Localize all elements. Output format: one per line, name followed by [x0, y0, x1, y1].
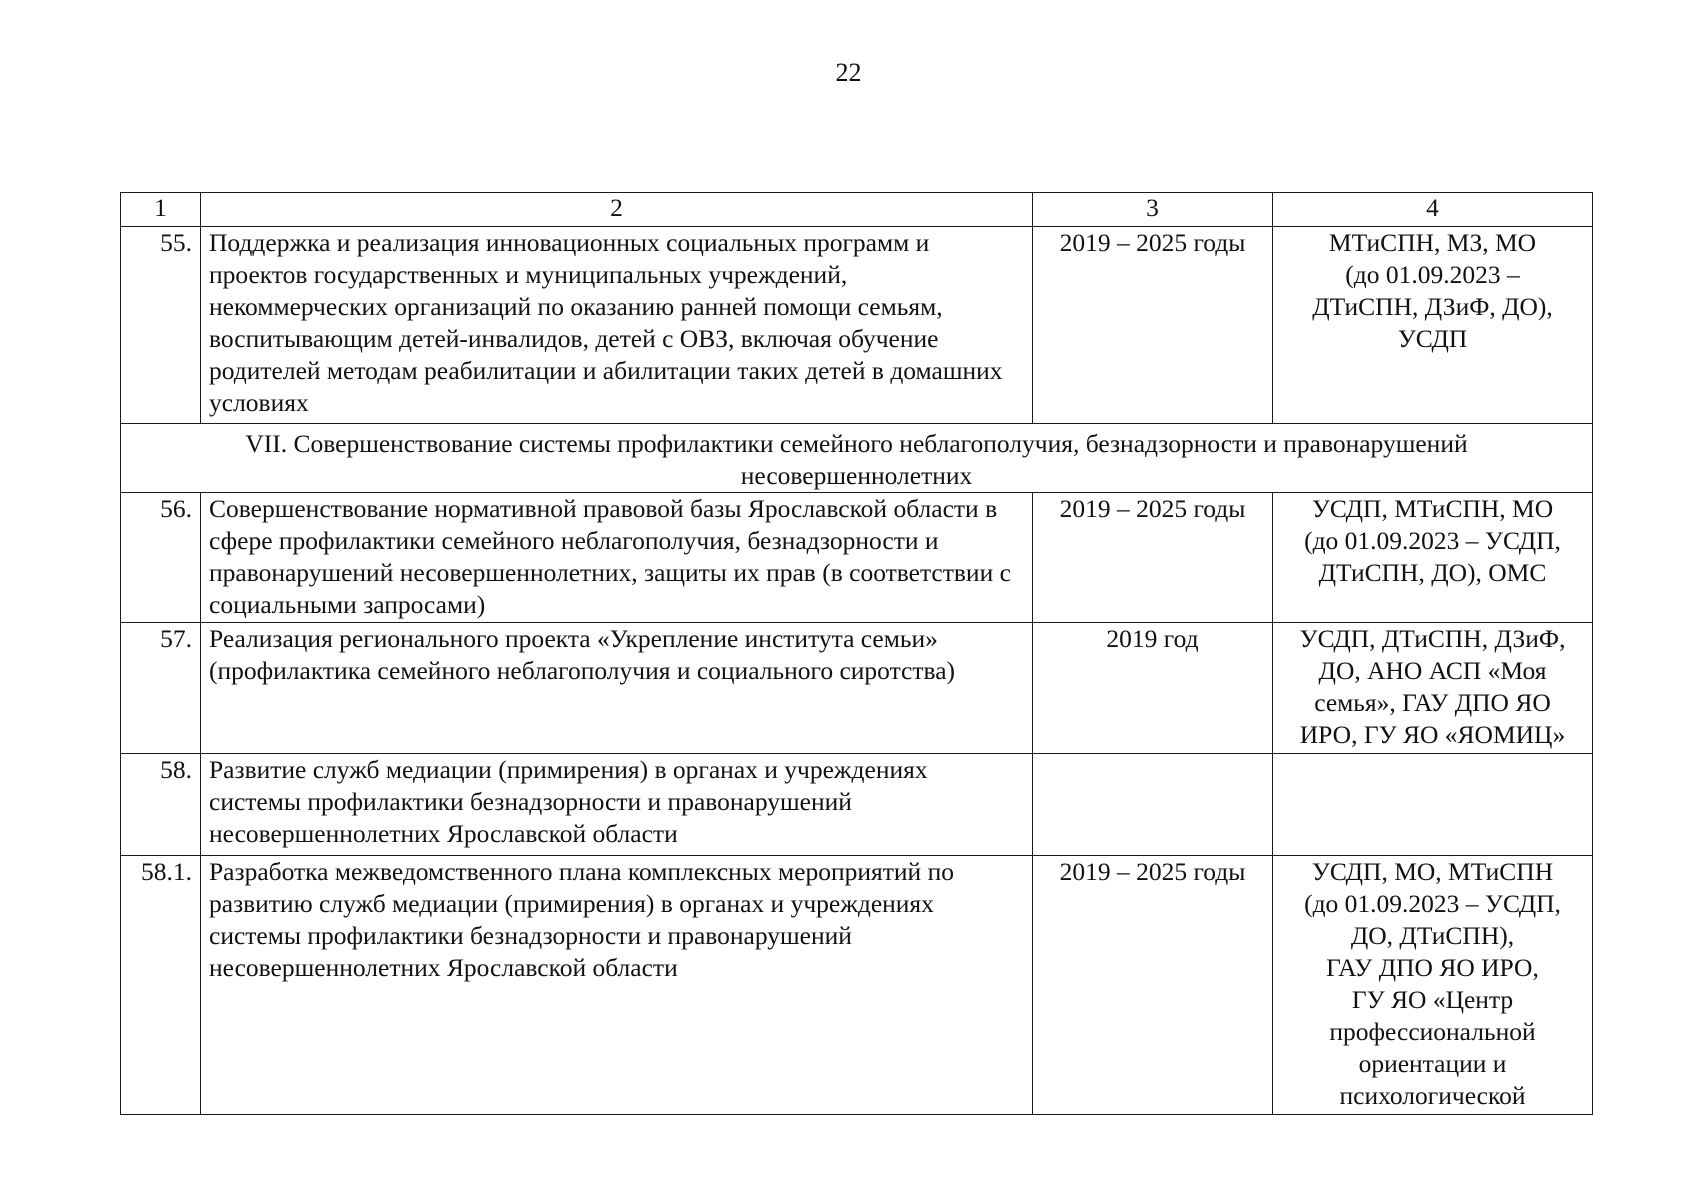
item-number: 58.1. — [121, 856, 201, 1115]
item-description: Развитие служб медиации (примирения) в органах и учреждениях системы профилактики безнадзорности и правонарушений несовершеннолетних Ярославской области — [201, 754, 1033, 856]
executor-line: ДО, АНО АСП «Моя — [1318, 656, 1547, 685]
executor-line: ИРО, ГУ ЯО «ЯОМИЦ» — [1299, 720, 1566, 749]
item-description: Совершенствование нормативной правовой базы Ярославской области в сфере профилактики семейного неблагополучия, безнадзорности и правонарушений несовершеннолетних, защиты их прав (в соответствии с социальными запросами) — [201, 493, 1033, 623]
table-row — [121, 493, 1593, 623]
column-number-1: 1 — [121, 193, 201, 227]
item-number: 57. — [121, 623, 201, 754]
item-description: Реализация регионального проекта «Укрепление института семьи» (профилактика семейного неблагополучия и социального сиротства) — [201, 623, 1033, 754]
executor-line: УСДП — [1397, 324, 1468, 353]
executor-line: ДО, ДТиСПН), — [1350, 921, 1515, 950]
item-executors — [1273, 623, 1593, 754]
item-term: 2019 – 2025 годы — [1033, 493, 1273, 623]
item-executors — [1273, 493, 1593, 623]
table-row — [121, 754, 1593, 856]
table-row — [121, 623, 1593, 754]
item-term: 2019 – 2025 годы — [1033, 856, 1273, 1115]
table-row — [121, 227, 1593, 424]
item-term: 2019 год — [1033, 623, 1273, 754]
executor-line: ГАУ ДПО ЯО ИРО, — [1326, 953, 1539, 982]
executor-line: (до 01.09.2023 – УСДП, — [1304, 889, 1561, 918]
executor-line: (до 01.09.2023 – УСДП, — [1304, 526, 1561, 555]
executor-line: ДТиСПН, ДО), ОМС — [1318, 558, 1547, 587]
item-executors — [1273, 856, 1593, 1115]
executor-line: (до 01.09.2023 – — [1345, 260, 1520, 289]
item-term — [1033, 754, 1273, 856]
section-heading-row — [121, 424, 1593, 493]
executor-line: УСДП, ДТиСПН, ДЗиФ, — [1299, 624, 1566, 653]
executor-line: ГУ ЯО «Центр — [1351, 985, 1514, 1014]
executor-line: МТиСПН, МЗ, МО — [1328, 228, 1537, 257]
executor-line: ДТиСПН, ДЗиФ, ДО), — [1312, 292, 1553, 321]
column-number-2: 2 — [201, 193, 1033, 227]
table-row — [121, 856, 1593, 1115]
section-heading: VII. Совершенствование системы профилактики семейного неблагополучия, безнадзорности и правонарушений несовершеннолетних — [121, 424, 1593, 493]
executor-line: ориентации и — [1358, 1049, 1507, 1078]
item-number: 55. — [121, 227, 201, 424]
executor-line: УСДП, МТиСПН, МО — [1311, 494, 1554, 523]
item-executors — [1273, 227, 1593, 424]
column-number-row — [121, 193, 1593, 227]
executor-line: профессиональной — [1329, 1017, 1536, 1046]
item-executors — [1273, 754, 1593, 856]
activities-table — [120, 192, 1593, 1115]
item-term: 2019 – 2025 годы — [1033, 227, 1273, 424]
executor-line: семья», ГАУ ДПО ЯО — [1314, 688, 1551, 717]
item-number: 56. — [121, 493, 201, 623]
executor-line: УСДП, МО, МТиСПН — [1311, 857, 1554, 886]
column-number-3: 3 — [1033, 193, 1273, 227]
page-number: 22 — [835, 58, 862, 87]
executor-line: психологической — [1339, 1081, 1526, 1110]
item-number: 58. — [121, 754, 201, 856]
item-description: Разработка межведомственного плана комплексных мероприятий по развитию служб медиации (примирения) в органах и учреждениях системы профилактики безнадзорности и правонарушений несовершеннолетних Ярославской области — [201, 856, 1033, 1115]
column-number-4: 4 — [1273, 193, 1593, 227]
item-description: Поддержка и реализация инновационных социальных программ и проектов государственных и муниципальных учреждений, некоммерческих организаций по оказанию ранней помощи семьям, воспитывающим детей-инвалидов, детей с ОВЗ, включая обучение родителей методам реабилитации и абилитации таких детей в домашних условиях — [201, 227, 1033, 424]
